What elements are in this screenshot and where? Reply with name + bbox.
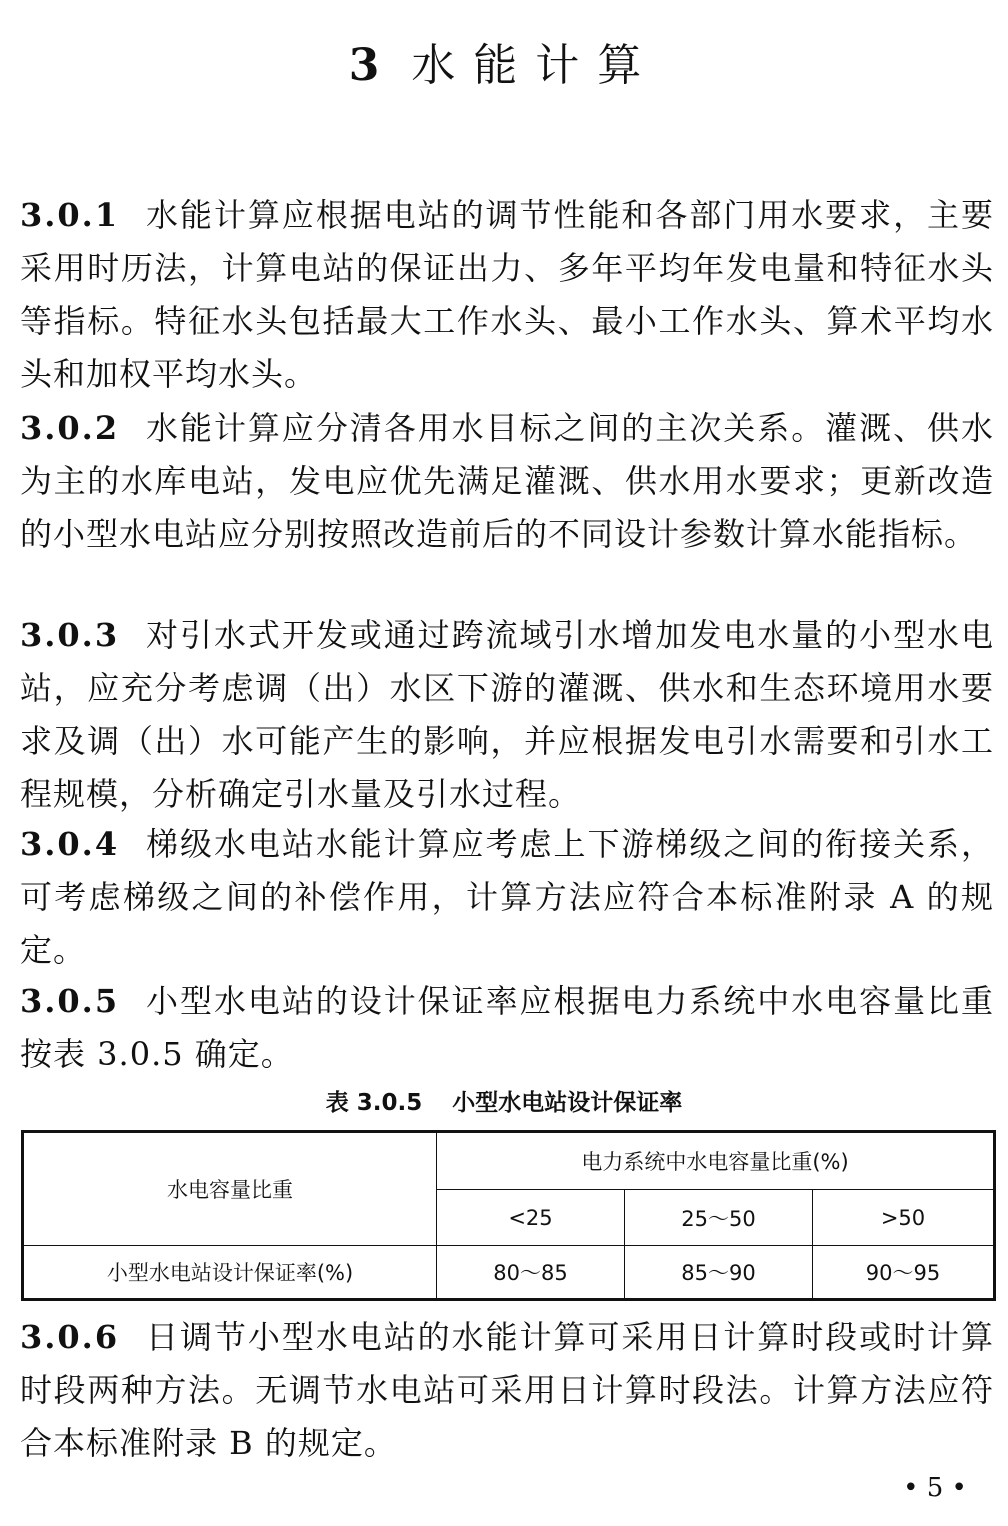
- clause-number: 3.0.1: [20, 196, 120, 234]
- page-number: • 5 •: [903, 1473, 967, 1503]
- chapter-title-text: 水能计算: [411, 40, 660, 91]
- column-header-cell: >50: [813, 1190, 995, 1246]
- clause-3-0-1: [20, 189, 994, 401]
- table-caption: [0, 1086, 1008, 1120]
- clause-number: 3.0.5: [20, 982, 120, 1020]
- value-cell: 90～95: [813, 1246, 995, 1300]
- clause-number: 3.0.6: [20, 1318, 120, 1356]
- clause-text: 日调节小型水电站的水能计算可采用日计算时段或时计算时段两种方法。无调节水电站可采用日计算时段法。计算方法应符合本标准附录 B 的规定。: [20, 1318, 994, 1462]
- table-row: [23, 1246, 995, 1300]
- clause-number: 3.0.3: [20, 616, 120, 654]
- clause-text: 水能计算应根据电站的调节性能和各部门用水要求，主要采用时历法，计算电站的保证出力、多年平均年发电量和特征水头等指标。特征水头包括最大工作水头、最小工作水头、算术平均水头和加权平均水头。: [20, 196, 994, 393]
- chapter-title: [0, 36, 1008, 96]
- group-header-cell: 电力系统中水电容量比重(%): [437, 1132, 995, 1190]
- clause-text: 梯级水电站水能计算应考虑上下游梯级之间的衔接关系，可考虑梯级之间的补偿作用，计算方法应符合本标准附录 A 的规定。: [20, 825, 994, 969]
- clause-number: 3.0.4: [20, 825, 120, 863]
- clause-text: 小型水电站的设计保证率应根据电力系统中水电容量比重按表 3.0.5 确定。: [20, 982, 994, 1073]
- row-label-cell: 小型水电站设计保证率(%): [23, 1246, 437, 1300]
- table-number: 表 3.0.5: [325, 1090, 423, 1116]
- value-cell: 85～90: [625, 1246, 813, 1300]
- column-header-cell: 25～50: [625, 1190, 813, 1246]
- design-guarantee-rate-table: [21, 1130, 996, 1301]
- chapter-number: 3: [348, 40, 398, 91]
- table-title: 小型水电站设计保证率: [452, 1090, 683, 1116]
- clause-text: 对引水式开发或通过跨流域引水增加发电水量的小型水电站，应充分考虑调（出）水区下游的灌溉、供水和生态环境用水要求及调（出）水可能产生的影响，并应根据发电引水需要和引水工程规模，分析确定引水量及引水过程。: [20, 616, 994, 813]
- clause-3-0-3: [20, 609, 994, 821]
- table-header-row: [23, 1132, 995, 1190]
- clause-3-0-5: [20, 975, 994, 1081]
- clause-text: 水能计算应分清各用水目标之间的主次关系。灌溉、供水为主的水库电站，发电应优先满足灌溉、供水用水要求；更新改造的小型水电站应分别按照改造前后的不同设计参数计算水能指标。: [20, 409, 994, 553]
- clause-3-0-4: [20, 818, 994, 977]
- row-header-cell: 水电容量比重: [23, 1132, 437, 1246]
- clause-3-0-6: [20, 1311, 994, 1470]
- column-header-cell: <25: [437, 1190, 625, 1246]
- clause-3-0-2: [20, 402, 994, 561]
- clause-number: 3.0.2: [20, 409, 120, 447]
- value-cell: 80～85: [437, 1246, 625, 1300]
